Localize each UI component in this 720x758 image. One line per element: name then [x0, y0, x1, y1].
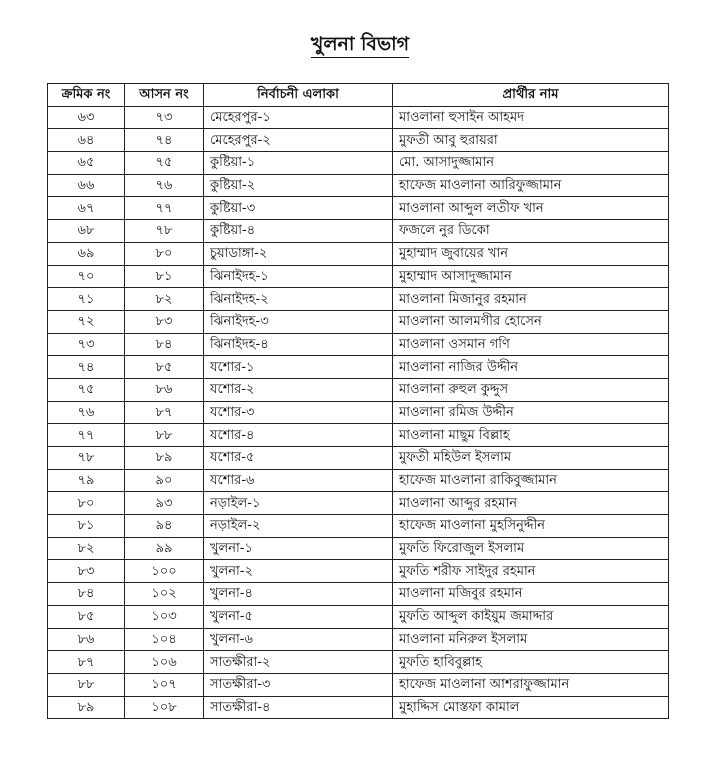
cell-seat: ৭৬: [125, 174, 204, 197]
cell-seat: ৭৪: [125, 129, 204, 152]
cell-serial: ৭৮: [48, 447, 125, 470]
cell-candidate: মাওলানা ওসমান গণি: [393, 333, 669, 356]
cell-area: যশোর-১: [204, 356, 393, 379]
table-row: [48, 220, 669, 243]
candidate-table: [47, 83, 669, 719]
cell-area: যশোর-৬: [204, 469, 393, 492]
cell-seat: ১০৬: [125, 651, 204, 674]
cell-area: খুলনা-৫: [204, 605, 393, 628]
cell-area: কুষ্টিয়া-৩: [204, 197, 393, 220]
cell-area: সাতক্ষীরা-২: [204, 651, 393, 674]
cell-seat: ৯৪: [125, 515, 204, 538]
header-row: [48, 84, 669, 107]
table-row: [48, 537, 669, 560]
cell-area: ঝিনাইদহ-২: [204, 288, 393, 311]
table-row: [48, 583, 669, 606]
table-body: [48, 106, 669, 719]
cell-candidate: মাওলানা নাজির উদ্দীন: [393, 356, 669, 379]
cell-area: যশোর-২: [204, 378, 393, 401]
table-row: [48, 469, 669, 492]
cell-seat: ১০৮: [125, 696, 204, 719]
cell-seat: ৮৭: [125, 401, 204, 424]
cell-seat: ৮৮: [125, 424, 204, 447]
cell-seat: ৮৩: [125, 310, 204, 333]
table-row: [48, 605, 669, 628]
division-title: খুলনা বিভাগ: [311, 33, 409, 58]
cell-serial: ৮০: [48, 492, 125, 515]
table-row: [48, 628, 669, 651]
cell-serial: ৭০: [48, 265, 125, 288]
table-row: [48, 401, 669, 424]
cell-candidate: মাওলানা আলমগীর হোসেন: [393, 310, 669, 333]
table-row: [48, 651, 669, 674]
cell-candidate: হাফেজ মাওলানা রাকিবুজ্জামান: [393, 469, 669, 492]
cell-candidate: মাওলানা মজিবুর রহমান: [393, 583, 669, 606]
cell-area: কুষ্টিয়া-২: [204, 174, 393, 197]
cell-area: যশোর-৪: [204, 424, 393, 447]
cell-area: মেহেরপুর-১: [204, 106, 393, 129]
cell-serial: ৭৭: [48, 424, 125, 447]
cell-seat: ৮৫: [125, 356, 204, 379]
cell-area: খুলনা-৪: [204, 583, 393, 606]
table-row: [48, 106, 669, 129]
cell-candidate: মাওলানা আব্দুর রহমান: [393, 492, 669, 515]
table-row: [48, 310, 669, 333]
cell-candidate: মুফতী মহিউল ইসলাম: [393, 447, 669, 470]
cell-seat: ৮৪: [125, 333, 204, 356]
cell-seat: ১০০: [125, 560, 204, 583]
table-header: [48, 84, 669, 107]
cell-candidate: মাওলানা রুহুল কুদ্দুস: [393, 378, 669, 401]
table-row: [48, 265, 669, 288]
cell-area: খুলনা-২: [204, 560, 393, 583]
cell-area: কুষ্টিয়া-১: [204, 152, 393, 175]
cell-seat: ৮২: [125, 288, 204, 311]
cell-candidate: মুফতী আবু হুরায়রা: [393, 129, 669, 152]
cell-serial: ৭৬: [48, 401, 125, 424]
cell-candidate: মো. আসাদুজ্জামান: [393, 152, 669, 175]
cell-candidate: মাওলানা হুসাইন আহমদ: [393, 106, 669, 129]
cell-area: খুলনা-৬: [204, 628, 393, 651]
cell-candidate: ফজলে নুর ডিকো: [393, 220, 669, 243]
table-row: [48, 174, 669, 197]
cell-candidate: মাওলানা রমিজ উদ্দীন: [393, 401, 669, 424]
table-row: [48, 356, 669, 379]
cell-serial: ৬৪: [48, 129, 125, 152]
cell-seat: ৭৮: [125, 220, 204, 243]
cell-area: যশোর-৫: [204, 447, 393, 470]
cell-candidate: মুফতি শরীফ সাইদুর রহমান: [393, 560, 669, 583]
cell-seat: ৮১: [125, 265, 204, 288]
cell-serial: ৮৯: [48, 696, 125, 719]
cell-serial: ৮৫: [48, 605, 125, 628]
cell-candidate: মুহাদ্দিস মোস্তফা কামাল: [393, 696, 669, 719]
cell-area: নড়াইল-১: [204, 492, 393, 515]
cell-candidate: হাফেজ মাওলানা আশরাফুজ্জামান: [393, 673, 669, 696]
cell-candidate: মুহাম্মাদ আসাদুজ্জামান: [393, 265, 669, 288]
cell-serial: ৮৮: [48, 673, 125, 696]
header-seat: আসন নং: [125, 84, 204, 107]
cell-seat: ৯০: [125, 469, 204, 492]
cell-candidate: মাওলানা মাছুম বিল্লাহ: [393, 424, 669, 447]
table-row: [48, 492, 669, 515]
header-area: নির্বাচনী এলাকা: [204, 84, 393, 107]
cell-serial: ৬৭: [48, 197, 125, 220]
cell-seat: ১০৭: [125, 673, 204, 696]
table-row: [48, 333, 669, 356]
cell-area: ঝিনাইদহ-৪: [204, 333, 393, 356]
cell-seat: ১০৪: [125, 628, 204, 651]
cell-serial: ৭৯: [48, 469, 125, 492]
table-row: [48, 560, 669, 583]
cell-candidate: হাফেজ মাওলানা আরিফুজ্জামান: [393, 174, 669, 197]
cell-area: মেহেরপুর-২: [204, 129, 393, 152]
cell-candidate: মাওলানা মনিরুল ইসলাম: [393, 628, 669, 651]
cell-serial: ৭২: [48, 310, 125, 333]
cell-seat: ৯৯: [125, 537, 204, 560]
cell-area: চুয়াডাঙ্গা-২: [204, 242, 393, 265]
table-row: [48, 197, 669, 220]
header-candidate: প্রার্থীর নাম: [393, 84, 669, 107]
table-row: [48, 288, 669, 311]
cell-seat: ৮০: [125, 242, 204, 265]
cell-area: কুষ্টিয়া-৪: [204, 220, 393, 243]
cell-candidate: মাওলানা আব্দুল লতীফ খান: [393, 197, 669, 220]
cell-serial: ৬৮: [48, 220, 125, 243]
cell-area: নড়াইল-২: [204, 515, 393, 538]
cell-seat: ৭৩: [125, 106, 204, 129]
cell-serial: ৭৫: [48, 378, 125, 401]
header-serial: ক্রমিক নং: [48, 84, 125, 107]
cell-serial: ৭১: [48, 288, 125, 311]
cell-area: ঝিনাইদহ-১: [204, 265, 393, 288]
cell-area: খুলনা-১: [204, 537, 393, 560]
table-row: [48, 447, 669, 470]
cell-serial: ৬৯: [48, 242, 125, 265]
cell-area: ঝিনাইদহ-৩: [204, 310, 393, 333]
cell-serial: ৮২: [48, 537, 125, 560]
table-row: [48, 242, 669, 265]
cell-serial: ৮৩: [48, 560, 125, 583]
cell-seat: ৭৫: [125, 152, 204, 175]
cell-serial: ৬৬: [48, 174, 125, 197]
cell-seat: ৭৭: [125, 197, 204, 220]
cell-serial: ৮৬: [48, 628, 125, 651]
cell-candidate: হাফেজ মাওলানা মুহসিনুদ্দীন: [393, 515, 669, 538]
cell-serial: ৬৩: [48, 106, 125, 129]
cell-serial: ৭৪: [48, 356, 125, 379]
cell-seat: ৯৩: [125, 492, 204, 515]
cell-candidate: মুহাম্মাদ জুবায়ের খান: [393, 242, 669, 265]
cell-seat: ৮৬: [125, 378, 204, 401]
cell-serial: ৭৩: [48, 333, 125, 356]
cell-serial: ৮৭: [48, 651, 125, 674]
cell-candidate: মাওলানা মিজানুর রহমান: [393, 288, 669, 311]
cell-seat: ১০৩: [125, 605, 204, 628]
cell-candidate: মুফতি ফিরোজুল ইসলাম: [393, 537, 669, 560]
table-row: [48, 424, 669, 447]
cell-serial: ৮১: [48, 515, 125, 538]
cell-candidate: মুফতি হাবিবুল্লাহ: [393, 651, 669, 674]
cell-serial: ৮৪: [48, 583, 125, 606]
table-row: [48, 696, 669, 719]
table-row: [48, 378, 669, 401]
cell-candidate: মুফতি আব্দুল কাইয়ুম জমাদ্দার: [393, 605, 669, 628]
page-title: [0, 30, 720, 62]
cell-area: সাতক্ষীরা-৪: [204, 696, 393, 719]
cell-seat: ৮৯: [125, 447, 204, 470]
cell-serial: ৬৫: [48, 152, 125, 175]
cell-seat: ১০২: [125, 583, 204, 606]
cell-area: সাতক্ষীরা-৩: [204, 673, 393, 696]
table-row: [48, 673, 669, 696]
table-row: [48, 515, 669, 538]
table-row: [48, 152, 669, 175]
table-row: [48, 129, 669, 152]
cell-area: যশোর-৩: [204, 401, 393, 424]
